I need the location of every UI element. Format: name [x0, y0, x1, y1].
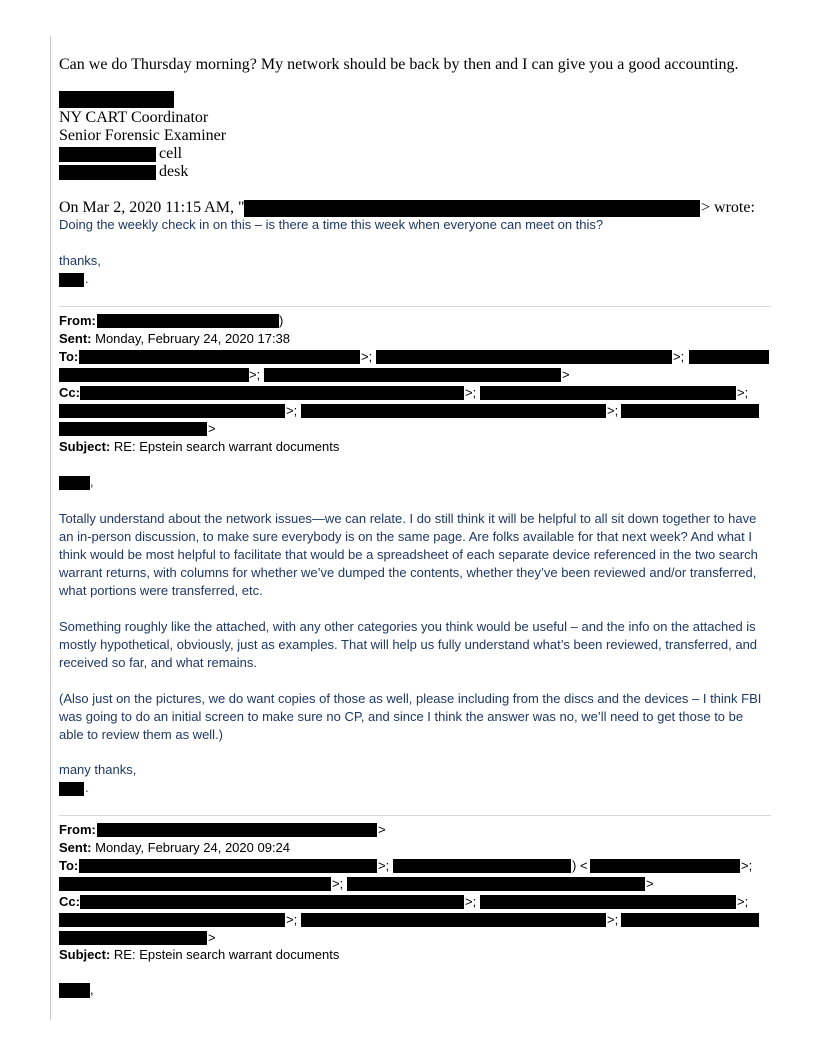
email2-sent: Sent: Monday, February 24, 2020 09:24	[59, 840, 291, 855]
redacted-email2-to-3	[590, 859, 740, 873]
redacted-email2-cc-1	[80, 895, 464, 909]
email2-greeting-comma: ,	[90, 982, 94, 997]
redacted-email2-cc-2	[480, 895, 736, 909]
redacted-email1-signer	[59, 782, 84, 796]
email2-to-sep-5: >	[646, 876, 654, 891]
quoted-sign-period: .	[85, 271, 89, 286]
email2-to-sep-4: >;	[332, 876, 344, 891]
redacted-email1-cc-2	[480, 386, 736, 400]
redacted-email1-from	[97, 314, 279, 328]
email2-cc-sep-2: >;	[737, 894, 749, 909]
email2-cc-label: Cc:	[59, 894, 80, 909]
email2-cc-sep-3: >;	[286, 912, 298, 927]
email2-to-sep-3: >;	[741, 858, 753, 873]
email2-from-label: From:	[59, 822, 96, 837]
email1-from-suffix: )	[279, 313, 284, 328]
separator-rule-1	[59, 306, 771, 307]
redacted-email2-cc-6	[59, 931, 207, 945]
separator-rule-2	[59, 815, 771, 816]
redacted-sender-name	[59, 91, 174, 108]
redacted-email1-cc-3	[59, 404, 285, 418]
email1-cc-sep-5: >	[208, 421, 216, 436]
email1-subject: Subject: RE: Epstein search warrant documents	[59, 439, 340, 454]
email1-sign-period: .	[85, 780, 89, 795]
signature-title-1: NY CART Coordinator	[59, 109, 209, 126]
redacted-email1-cc-5	[621, 404, 759, 418]
redacted-email1-greeting-name	[59, 476, 90, 490]
email2-subject: Subject: RE: Epstein search warrant documents	[59, 947, 340, 962]
quoted-body: Doing the weekly check in on this – is there a time this week when everyone can meet on this?	[59, 217, 604, 232]
email1-paragraph-3: (Also just on the pictures, we do want copies of those as well, please including from the discs and the devices – I think FBI was going to do an initial screen to make sure no CP, and since I think the answer was no, we’ll need to get those to be able to review them as well.)	[59, 691, 762, 742]
redacted-email1-cc-4	[301, 404, 606, 418]
redacted-email2-to-4	[59, 877, 331, 891]
email1-to-label: To:	[59, 349, 79, 364]
signature-desk-label: desk	[159, 163, 189, 180]
email1-sent: Sent: Monday, February 24, 2020 17:38	[59, 331, 291, 346]
quoted-closing: thanks,	[59, 253, 101, 268]
redacted-email2-from	[97, 823, 377, 837]
email1-to-sep-1: >;	[361, 349, 373, 364]
redacted-quoted-sender	[244, 200, 700, 217]
redacted-email2-cc-4	[301, 913, 606, 927]
email2-to-label: To:	[59, 858, 79, 873]
email2-cc-sep-1: >;	[465, 894, 477, 909]
redacted-quoted-signer	[59, 273, 84, 287]
quote-header-suffix: > wrote:	[701, 199, 755, 216]
email1-paragraph-1: Totally understand about the network issues—we can relate. I do still think it will be helpful to all sit down together to have an in-person discussion, to make sure everybody is on the same page. Are folks available for that next week? And what I think would be most helpful to facilitate that would be a spreadsheet of each separate device referenced in the two search warrant returns, with columns for whether we’ve dumped the contents, whether they’ve been reviewed and/or transferred, what portions were transferred, etc.	[59, 511, 758, 598]
redacted-email1-to-3	[689, 350, 769, 364]
quote-header-prefix: On Mar 2, 2020 11:15 AM, "	[59, 199, 245, 216]
email1-cc-sep-1: >;	[465, 385, 477, 400]
email2-to-sep-2: ) <	[572, 858, 588, 873]
redacted-email1-cc-6	[59, 422, 207, 436]
redacted-email1-to-5	[264, 368, 561, 382]
redacted-email2-to-2	[393, 859, 571, 873]
email1-to-sep-3: >;	[249, 367, 261, 382]
redacted-email1-cc-1	[80, 386, 464, 400]
email1-cc-sep-4: >;	[607, 403, 619, 418]
redacted-desk-number	[59, 165, 156, 180]
signature-title-2: Senior Forensic Examiner	[59, 127, 227, 144]
email1-cc-label: Cc:	[59, 385, 80, 400]
redacted-email2-cc-5	[621, 913, 759, 927]
signature-cell-label: cell	[159, 145, 183, 162]
email1-from-label: From:	[59, 313, 96, 328]
redacted-email2-greeting-name	[59, 983, 90, 998]
redacted-cell-number	[59, 147, 156, 162]
reply-body: Can we do Thursday morning? My network should be back by then and I can give you a good accounting.	[59, 56, 739, 73]
email1-to-sep-2: >;	[673, 349, 685, 364]
redacted-email1-to-1	[79, 350, 360, 364]
email2-cc-sep-4: >;	[607, 912, 619, 927]
email1-to-sep-4: >	[562, 367, 570, 382]
email1-closing: many thanks,	[59, 762, 137, 777]
redacted-email2-to-1	[79, 859, 377, 873]
email1-cc-sep-3: >;	[286, 403, 298, 418]
email1-cc-sep-2: >;	[737, 385, 749, 400]
redacted-email1-to-2	[376, 350, 672, 364]
email1-paragraph-2: Something roughly like the attached, with any other categories you think would be useful – and the info on the attached is mostly hypothetical, obviously, just as examples. That will help us fully understand what’s been reviewed, transferred, and received so far, and what remains.	[59, 619, 758, 670]
redacted-email2-cc-3	[59, 913, 285, 927]
email2-cc-sep-5: >	[208, 930, 216, 945]
redacted-email1-to-4	[59, 368, 249, 382]
email2-to-sep-1: >;	[378, 858, 390, 873]
redacted-email2-to-5	[347, 877, 645, 891]
email2-from-suffix: >	[378, 822, 386, 837]
left-margin-line	[50, 36, 51, 1020]
email1-greeting-comma: ,	[90, 474, 94, 489]
